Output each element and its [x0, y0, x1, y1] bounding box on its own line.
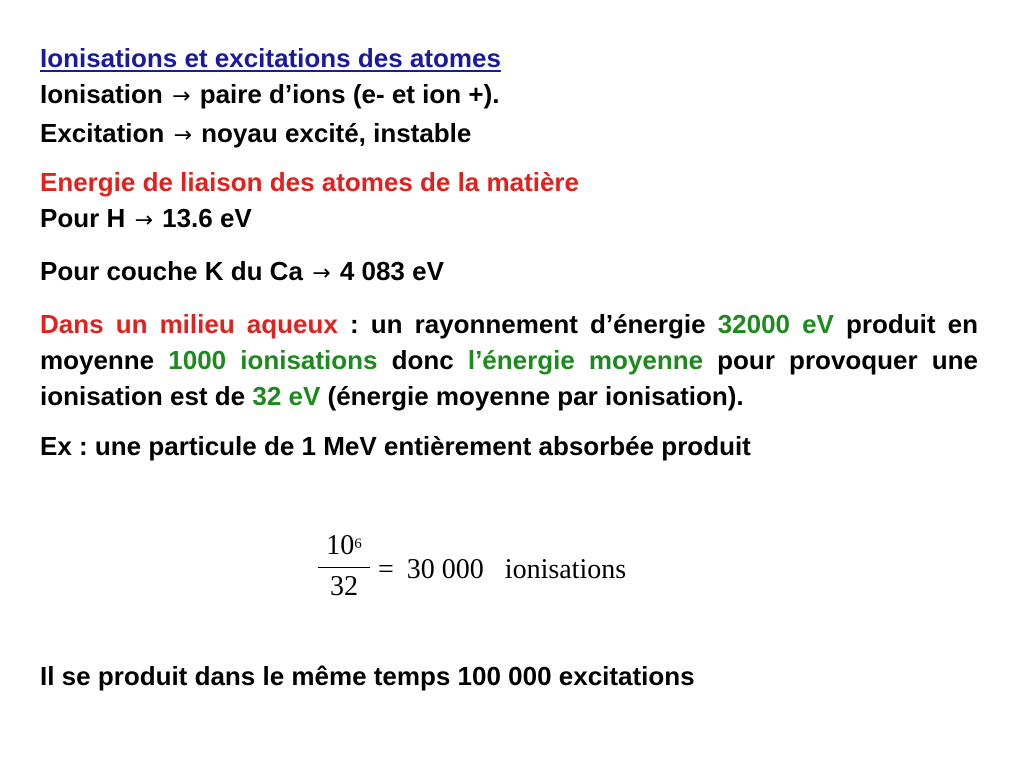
pour-ca-line [40, 253, 980, 292]
fraction-bar [318, 567, 370, 568]
excitation-line [40, 115, 980, 154]
slide-content [40, 40, 980, 464]
numerator-base: 10 [326, 530, 355, 561]
right-arrow-icon: → [172, 84, 191, 109]
ionisation-line [40, 76, 980, 115]
milieu-text-3: donc [377, 345, 468, 375]
example-line: Ex : une particule de 1 MeV entièrement absorbée produit [40, 431, 751, 461]
excitation-text: noyau excité, instable [201, 118, 472, 148]
fraction-denominator: 32 [330, 571, 358, 602]
pour-ca-label: Pour couche K du Ca [40, 256, 303, 286]
slide-title: Ionisations et excitations des atomes [40, 43, 501, 73]
pour-h-value: 13.6 eV [162, 203, 252, 233]
fraction-numerator [318, 531, 370, 561]
milieu-red-text: Dans un milieu aqueux [40, 309, 338, 339]
excitation-label: Excitation [40, 118, 165, 148]
milieu-green-32ev: 32 eV [252, 381, 321, 411]
right-arrow-icon: → [173, 123, 192, 148]
milieu-green-energie: l’énergie moyenne [467, 345, 704, 375]
milieu-text-4: pour provoquer une ionisation est de [40, 345, 978, 411]
milieu-text-5: (énergie moyenne par ionisation). [320, 381, 744, 411]
bottom-line: Il se produit dans le même temps 100 000 excitations [40, 661, 695, 691]
pour-h-label: Pour H [40, 203, 126, 233]
milieu-text-2: produit en moyenne [40, 309, 978, 375]
formula-result: 30 000 [406, 554, 484, 585]
numerator-exponent: 6 [354, 536, 362, 552]
milieu-text-1: : un rayonnement d’énergie [337, 309, 718, 339]
milieu-green-32000: 32000 eV [717, 309, 834, 339]
fraction [318, 531, 370, 602]
pour-ca-value: 4 083 eV [339, 256, 444, 286]
milieu-paragraph [40, 306, 978, 414]
ionisation-label: Ionisation [40, 79, 163, 109]
equals-sign: = [378, 554, 394, 585]
formula-unit: ionisations [504, 554, 627, 585]
ionisation-text: paire d’ions (e- et ion +). [199, 79, 500, 109]
right-arrow-icon: → [134, 208, 153, 233]
energie-heading: Energie de liaison des atomes de la matière [40, 167, 579, 197]
formula-rhs [378, 555, 626, 585]
milieu-green-1000: 1000 ionisations [168, 345, 378, 375]
right-arrow-icon: → [312, 261, 331, 286]
formula [318, 531, 738, 615]
pour-h-line [40, 200, 980, 239]
